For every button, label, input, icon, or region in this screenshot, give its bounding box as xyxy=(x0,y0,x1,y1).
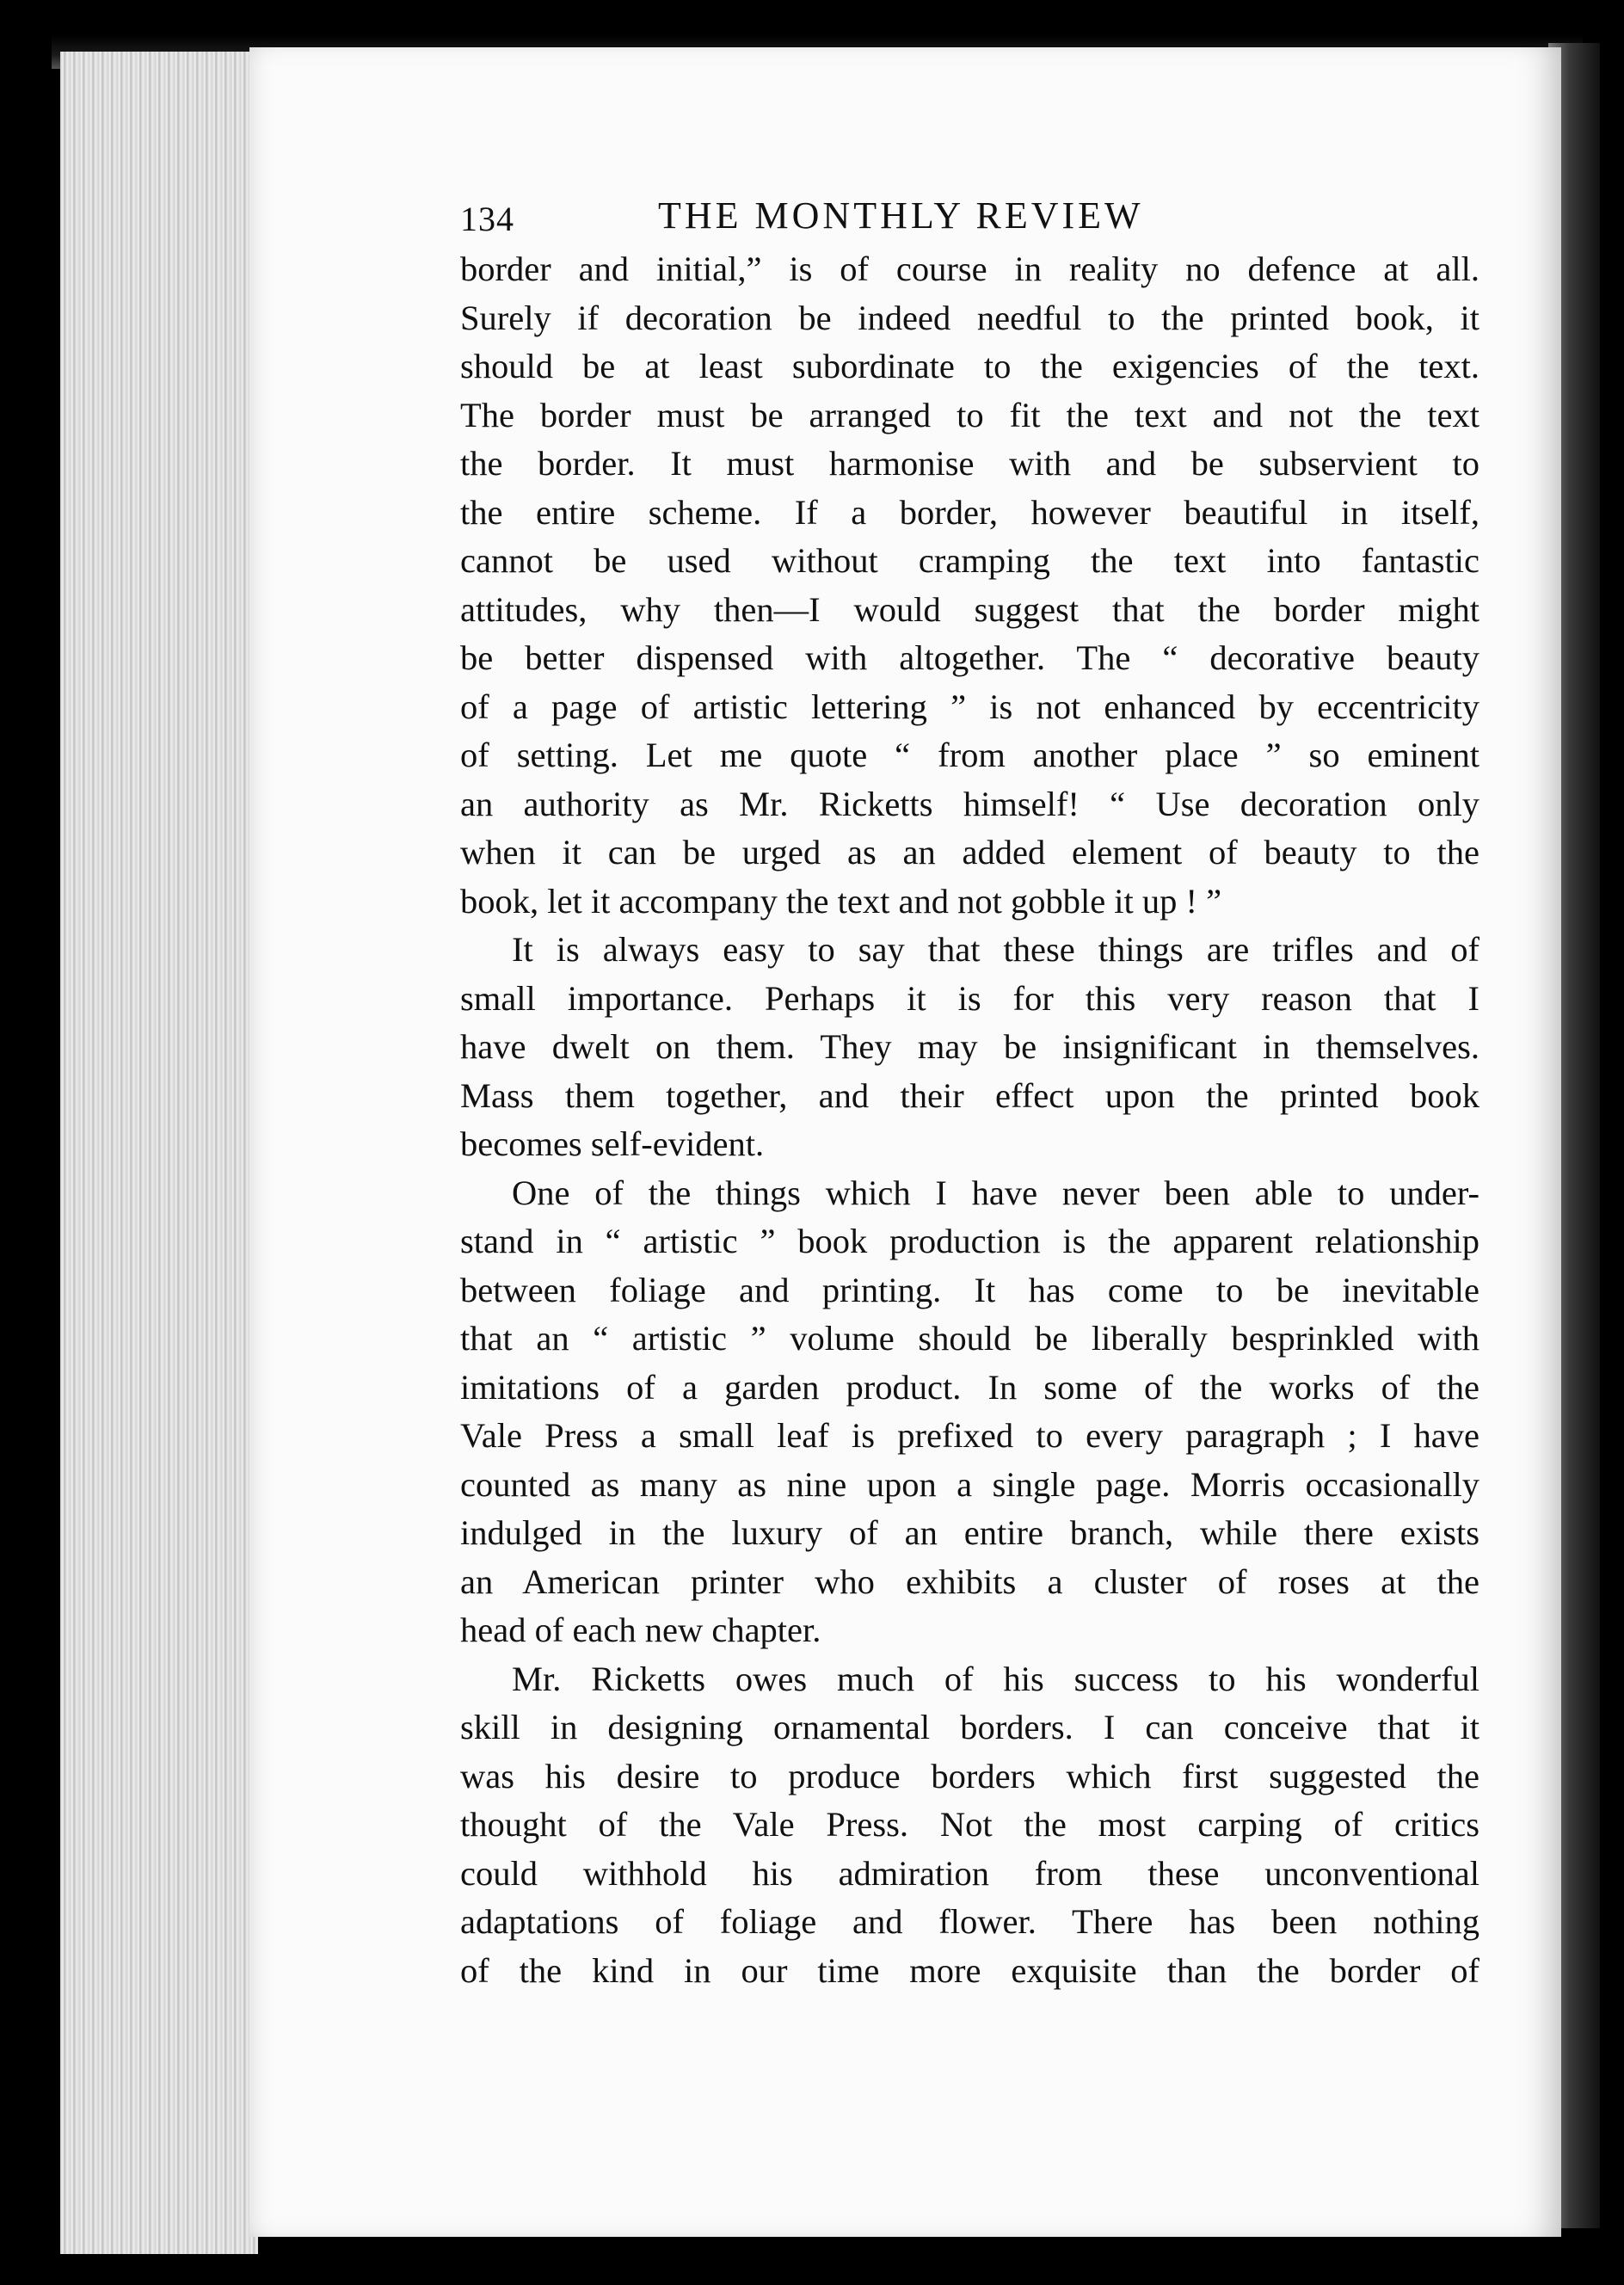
running-title: THE MONTHLY REVIEW xyxy=(658,194,1144,237)
paragraph-4 xyxy=(460,1655,1479,1996)
text-line: an authority as Mr. Ricketts himself! “ Use decoration only xyxy=(460,784,1479,823)
text-line: becomes self-evident. xyxy=(460,1124,765,1163)
text-line: indulged in the luxury of an entire branch, while there exists xyxy=(460,1513,1479,1552)
text-line: an American printer who exhibits a cluster of roses at the xyxy=(460,1561,1479,1601)
paragraph-1 xyxy=(460,245,1479,926)
text-line: Vale Press a small leaf is prefixed to every paragraph ; I have xyxy=(460,1416,1479,1455)
text-line: could withhold his admiration from these unconventional xyxy=(460,1853,1479,1893)
text-line: the entire scheme. If a border, however beautiful in itself, xyxy=(460,492,1479,532)
text-line: should be at least subordinate to the exigencies of the text. xyxy=(460,347,1479,385)
text-line: that an “ artistic ” volume should be liberally besprinkled with xyxy=(460,1319,1479,1358)
text-line: imitations of a garden product. In some of the works of the xyxy=(460,1367,1479,1407)
text-line: head of each new chapter. xyxy=(460,1611,821,1649)
text-line: of setting. Let me quote “ from another place ” so eminent xyxy=(460,736,1479,774)
text-line: adaptations of foliage and flower. There has been nothing xyxy=(460,1902,1479,1941)
text-line: It is always easy to say that these things are trifles and of xyxy=(512,930,1479,969)
page-stack-edge xyxy=(60,52,258,2254)
page-number: 134 xyxy=(460,200,514,238)
text-line: was his desire to produce borders which first suggested the xyxy=(460,1756,1479,1795)
text-line: stand in “ artistic ” book production is the apparent relationship xyxy=(460,1222,1479,1260)
text-line: One of the things which I have never been able to under- xyxy=(512,1173,1479,1212)
paragraph-3 xyxy=(460,1169,1479,1655)
text-line: border and initial,” is of course in reality no defence at all. xyxy=(460,249,1479,288)
text-line: of a page of artistic lettering ” is not enhanced by eccentricity xyxy=(460,687,1479,726)
text-line: between foliage and printing. It has come to be inevitable xyxy=(460,1270,1479,1309)
running-head xyxy=(460,185,1479,245)
text-line: Mass them together, and their effect upon the printed book xyxy=(460,1075,1479,1115)
text-line: of the kind in our time more exquisite than the border of xyxy=(460,1950,1479,1990)
text-line: skill in designing ornamental borders. I can conceive that it xyxy=(460,1708,1479,1746)
text-block xyxy=(460,185,1479,1995)
paragraph-2 xyxy=(460,926,1479,1169)
text-line: counted as many as nine upon a single page. Morris occasionally xyxy=(460,1464,1479,1504)
text-line: attitudes, why then—I would suggest that the border might xyxy=(460,589,1479,629)
text-line: when it can be urged as an added element of beauty to the xyxy=(460,833,1479,872)
text-line: Mr. Ricketts owes much of his success to his wonderful xyxy=(512,1659,1479,1698)
text-line: the border. It must harmonise with and be subservient to xyxy=(460,444,1479,483)
text-line: small importance. Perhaps it is for this very reason that I xyxy=(460,978,1479,1018)
text-line: The border must be arranged to fit the text and not the text xyxy=(460,395,1479,434)
text-line: have dwelt on them. They may be insignificant in themselves. xyxy=(460,1027,1479,1066)
text-line: be better dispensed with altogether. The “ decorative beauty xyxy=(460,638,1479,677)
text-line: thought of the Vale Press. Not the most carping of critics xyxy=(460,1805,1479,1844)
text-line: Surely if decoration be indeed needful to the printed book, it xyxy=(460,298,1479,337)
text-line: book, let it accompany the text and not gobble it up ! ” xyxy=(460,881,1222,921)
text-line: cannot be used without cramping the text into fantastic xyxy=(460,541,1479,580)
